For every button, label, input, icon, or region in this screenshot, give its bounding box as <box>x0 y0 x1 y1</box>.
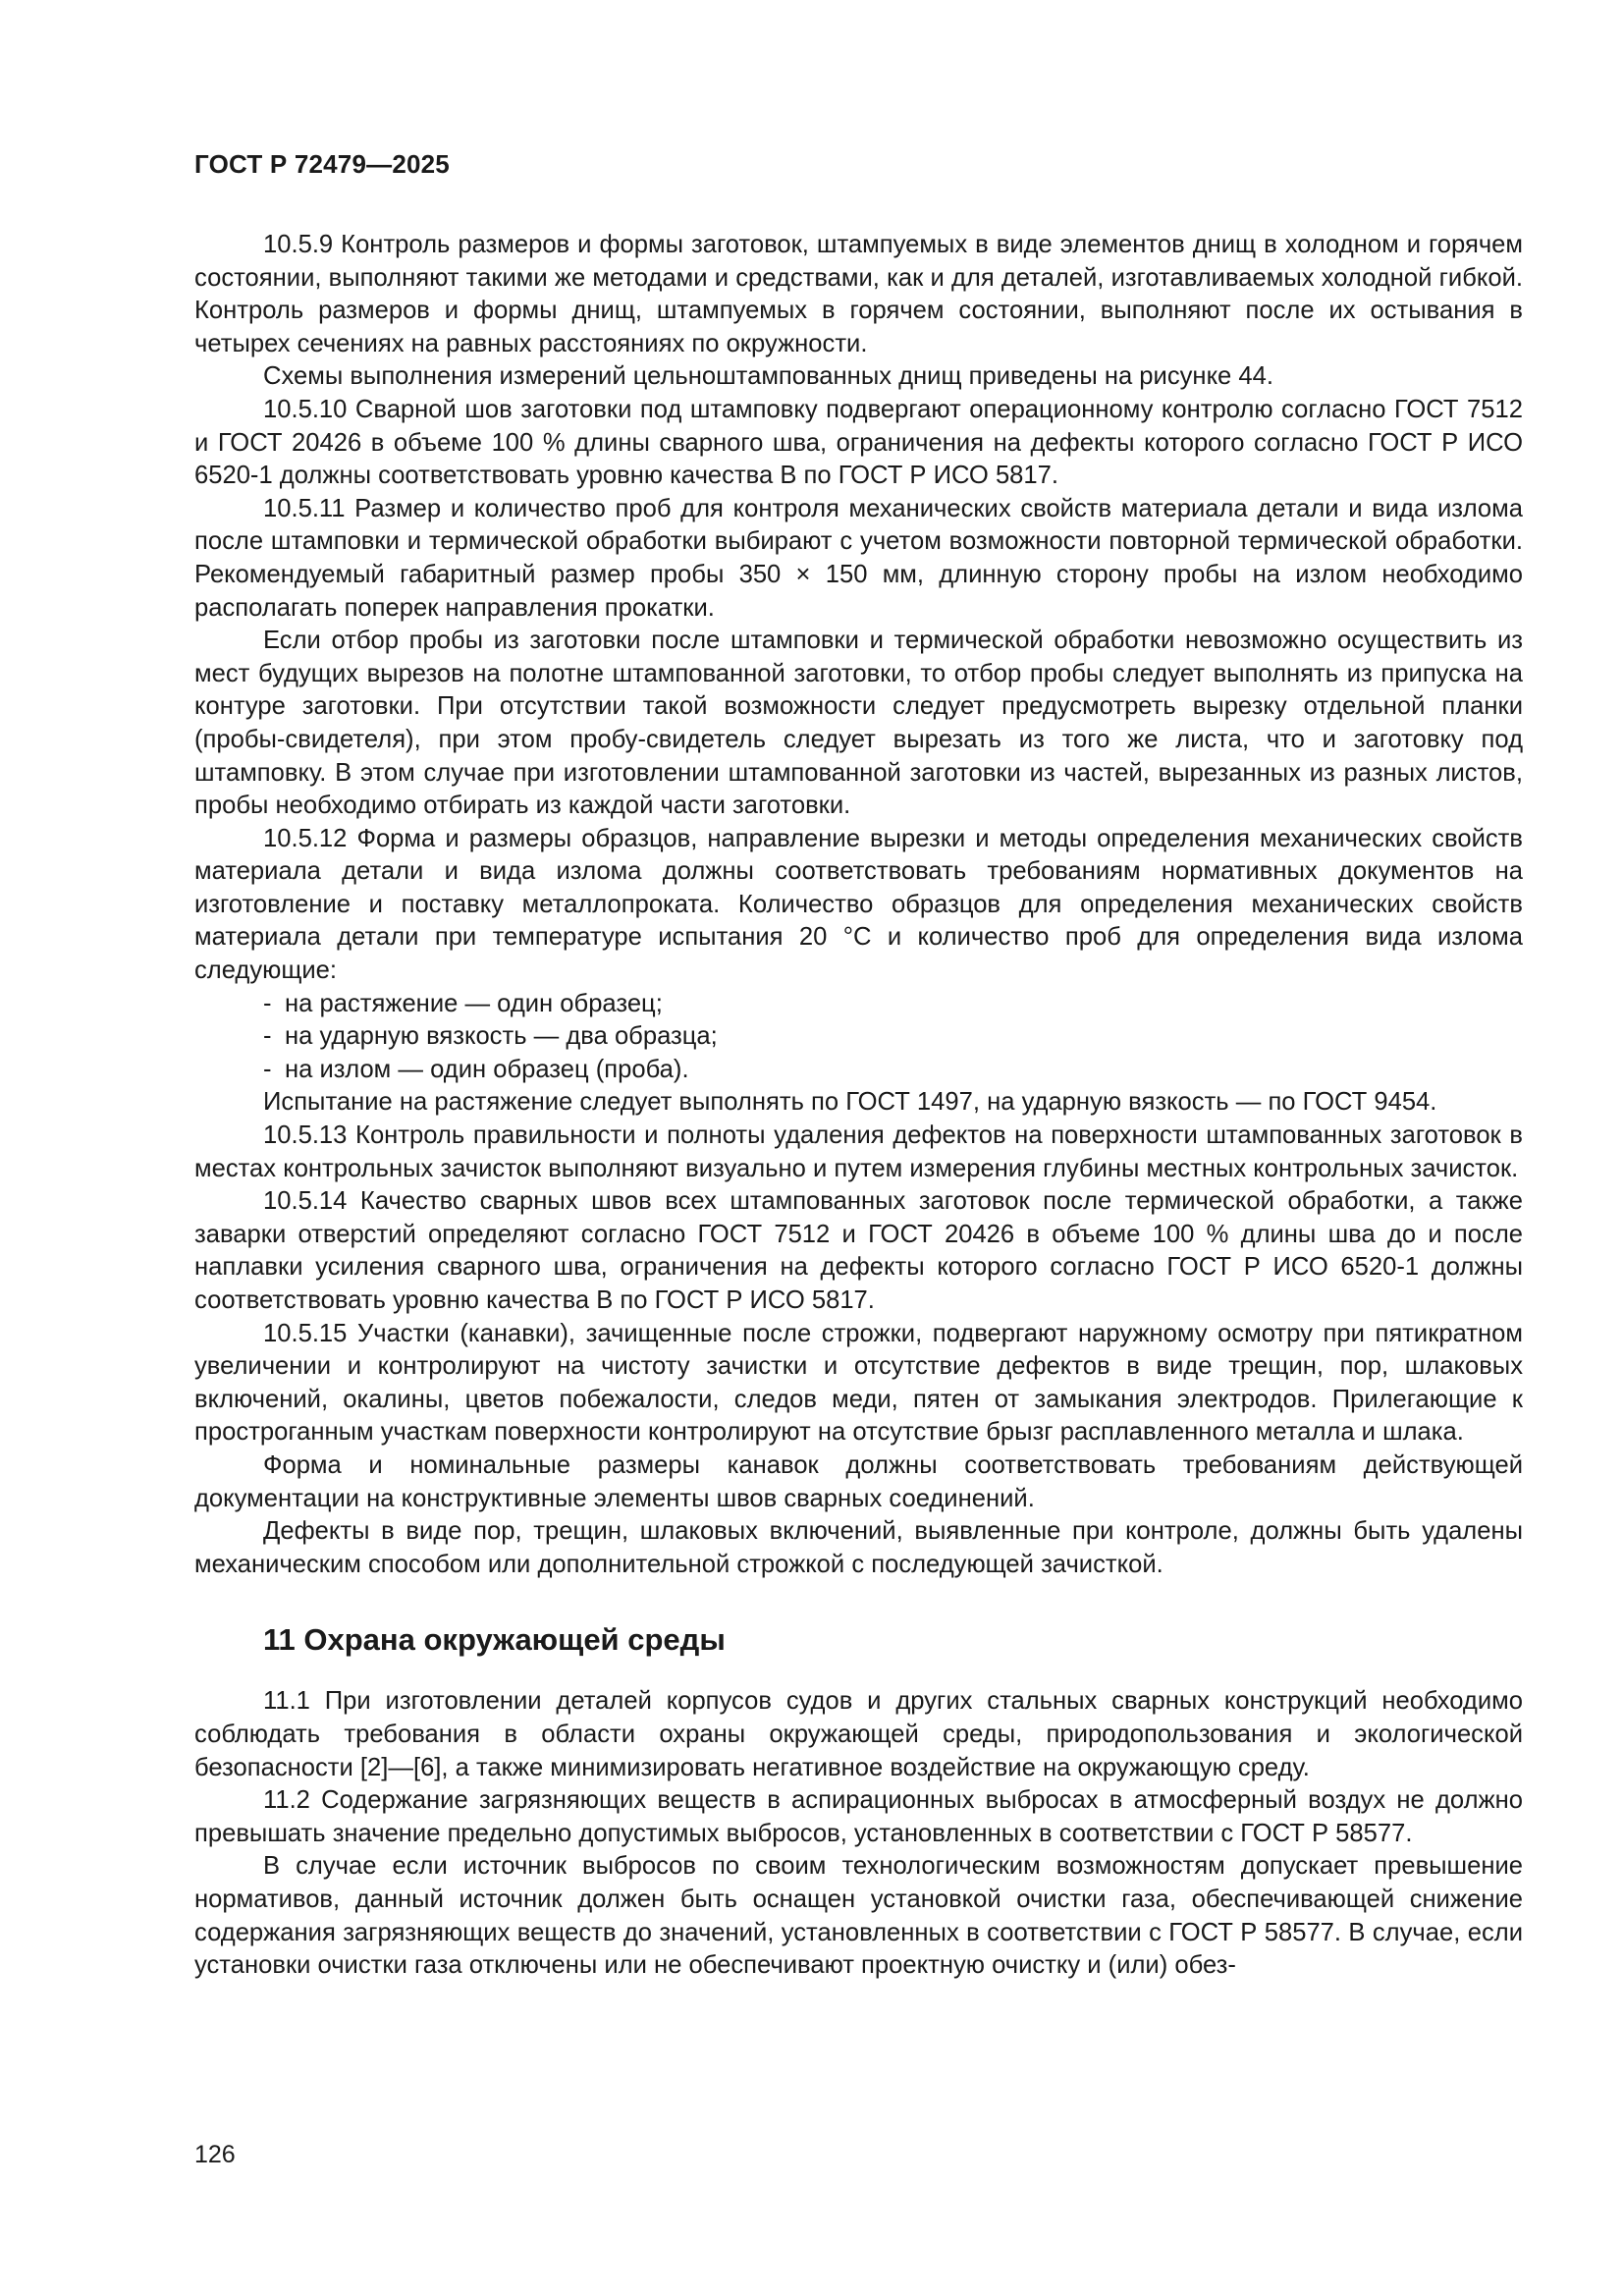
paragraph-sample-selection: Если отбор пробы из заготовки после штамповки и термической обработки невозможно осуществить из мест будущих вырезов на полотне штампованной заготовки, то отбор пробы следует выполнять из припуска на контуре заготовки. При отсутствии такой возможности следует предусмотреть вырезку отдельной планки (пробы-свидетеля), при этом пробу-свидетель следует вырезать из того же листа, что и заготовку под штамповку. В этом случае при изготовлении штампованной заготовки из частей, вырезанных из разных листов, пробы необходимо отбирать из каждой части заготовки. <box>194 627 1523 820</box>
paragraph-emission-source: В случае если источник выбросов по своим технологическим возможностям допускает превышение нормативов, данный источник должен быть оснащен установкой очистки газа, обеспечивающей снижение содержания загрязняющих веществ до значений, установленных в соответствии с ГОСТ Р 58577. В случае, если установки очистки газа отключены или не обеспечивают проектную очистку и (или) обез- <box>194 1852 1523 1980</box>
document-body <box>194 229 1523 1983</box>
list-dash: - <box>263 1055 272 1083</box>
paragraph-10-5-13: 10.5.13 Контроль правильности и полноты удаления дефектов на поверхности штампованных заготовок в местах контрольных зачисток выполняют визуально и путем измерения глубины местных контрольных зачисток. <box>194 1121 1523 1182</box>
paragraph-10-5-9: 10.5.9 Контроль размеров и формы заготовок, штампуемых в виде элементов днищ в холодном и горячем состоянии, выполняют такими же методами и средствами, как и для деталей, изготавливаемых холодной гибкой. Контроль размеров и формы днищ, штампуемых в горячем состоянии, выполняют после их остывания в четырех сечениях на равных расстояниях по окружности. <box>194 231 1523 357</box>
list-item <box>194 988 1523 1021</box>
list-item <box>194 1054 1523 1087</box>
paragraph-10-5-10: 10.5.10 Сварной шов заготовки под штамповку подвергают операционному контролю согласно ГОСТ 7512 и ГОСТ 20426 в объеме 100 % длины сварного шва, ограничения на дефекты которого согласно ГОСТ Р ИСО 6520-1 должны соответствовать уровню качества В по ГОСТ Р ИСО 5817. <box>194 395 1523 490</box>
list-dash: - <box>263 989 272 1017</box>
list-item <box>194 1020 1523 1054</box>
list-dash: - <box>263 1022 272 1051</box>
paragraph-11-2: 11.2 Содержание загрязняющих веществ в аспирационных выбросах в атмосферный воздух не должно превышать значение предельно допустимых выбросов, установленных в соответствии с ГОСТ Р 58577. <box>194 1786 1523 1847</box>
paragraph-groove-shape: Форма и номинальные размеры канавок должны соответствовать требованиям действующей документации на конструктивные элементы швов сварных соединений. <box>194 1450 1523 1512</box>
list-item-text: на ударную вязкость — два образца; <box>285 1022 718 1051</box>
list-item-text: на излом — один образец (проба). <box>285 1055 689 1083</box>
document-header-id: ГОСТ Р 72479—2025 <box>194 149 450 179</box>
paragraph-10-5-15: 10.5.15 Участки (канавки), зачищенные после строжки, подвергают наружному осмотру при пятикратном увеличении и контролируют на чистоту зачистки и отсутствие дефектов в виде трещин, пор, шлаковых включений, окалины, цветов побежалости, следов меди, пятен от замыкания электродов. Прилегающие к прострoганным участкам поверхности контролируют на отсутствие брызг расплавленного металла и шлака. <box>194 1319 1523 1447</box>
paragraph-11-1: 11.1 При изготовлении деталей корпусов судов и других стальных сварных конструкций необходимо соблюдать требования в области охраны окружающей среды, природопользования и экологической безопасности [2]—[6], а также минимизировать негативное воздействие на окружающую среду. <box>194 1687 1523 1781</box>
paragraph-defect-removal: Дефекты в виде пор, трещин, шлаковых включений, выявленные при контроле, должны быть удалены механическим способом или дополнительной строжкой с последующей зачисткой. <box>194 1517 1523 1578</box>
list-item-text: на растяжение — один образец; <box>285 989 663 1017</box>
section-heading-11: 11 Охрана окружающей среды <box>263 1622 726 1658</box>
paragraph-10-5-12: 10.5.12 Форма и размеры образцов, направление вырезки и методы определения механических свойств материала детали и вида излома должны соответствовать требованиям нормативных документов на изготовление и поставку металлопроката. Количество образцов для определения механических свойств материала детали при температуре испытания 20 °С и количество проб для определения вида излома следующие: <box>194 824 1523 985</box>
paragraph-tensile-test: Испытание на растяжение следует выполнять по ГОСТ 1497, на ударную вязкость — по ГОСТ 9454. <box>263 1088 1437 1117</box>
page-number: 126 <box>194 2141 236 2168</box>
paragraph-measurement-schemes: Схемы выполнения измерений цельноштампованных днищ приведены на рисунке 44. <box>263 362 1273 391</box>
paragraph-10-5-14: 10.5.14 Качество сварных швов всех штампованных заготовок после термической обработки, а также заварки отверстий определяют согласно ГОСТ 7512 и ГОСТ 20426 в объеме 100 % длины шва до и после наплавки усиления сварного шва, ограничения на дефекты которого согласно ГОСТ Р ИСО 6520-1 должны соответствовать уровню качества В по ГОСТ Р ИСО 5817. <box>194 1187 1523 1314</box>
paragraph-10-5-11: 10.5.11 Размер и количество проб для контроля механических свойств материала детали и вида излома после штамповки и термической обработки выбирают с учетом возможности повторной термической обработки. Рекомендуемый габаритный размер пробы 350 × 150 мм, длинную сторону пробы на излом необходимо располагать поперек направления прокатки. <box>194 494 1523 622</box>
